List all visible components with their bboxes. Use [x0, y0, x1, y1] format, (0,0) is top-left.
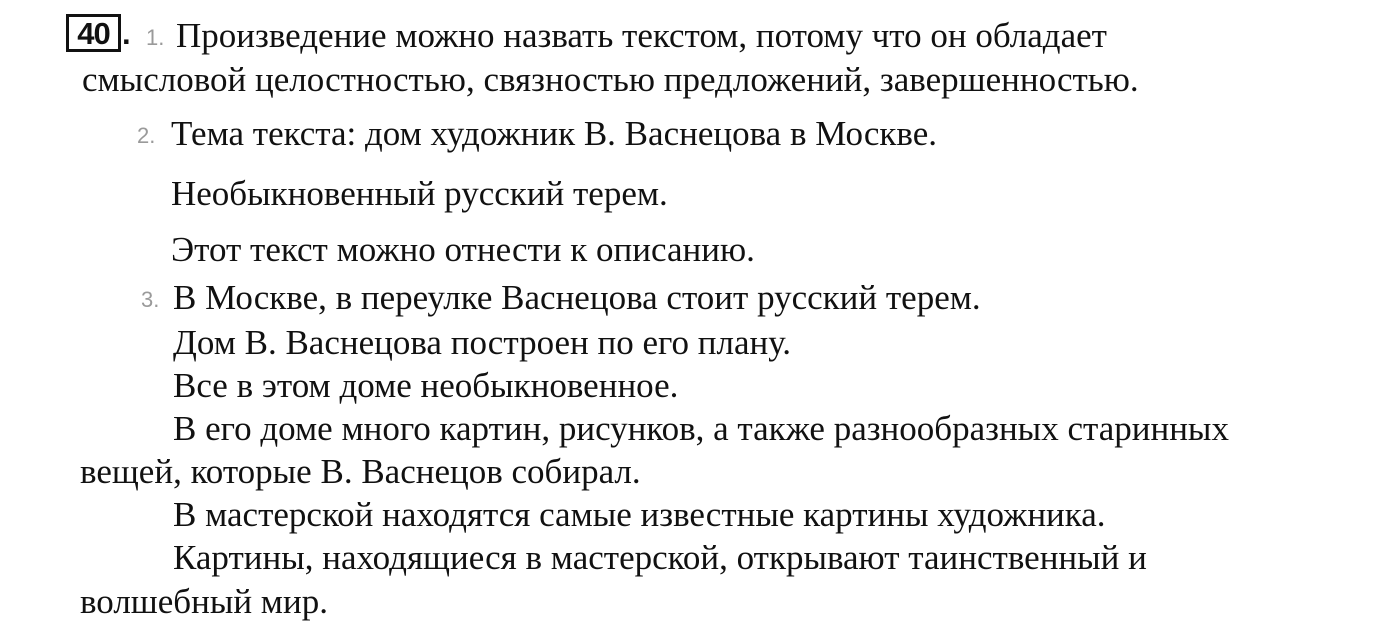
- item-3-marker: 3.: [141, 287, 160, 312]
- item-3-line-6: В мастерской находятся самые известные картины художника.: [173, 495, 1106, 534]
- item-3-line-7: Картины, находящиеся в мастерской, открывают таинственный и: [173, 538, 1147, 577]
- item-3-line-3: Все в этом доме необыкновенное.: [173, 366, 679, 405]
- item-3-line-2: Дом В. Васнецова построен по его плану.: [173, 323, 791, 362]
- item-1-line-2: смысловой целостностью, связностью предложений, завершенностью.: [82, 60, 1139, 99]
- item-2-marker: 2.: [137, 123, 156, 148]
- item-1-marker: 1.: [146, 25, 165, 50]
- item-3-line-4: В его доме много картин, рисунков, а также разнообразных старинных: [173, 409, 1229, 448]
- item-2-line-2: Необыкновенный русский терем.: [171, 174, 668, 213]
- exercise-number: 40: [66, 14, 121, 52]
- item-2-line-1: Тема текста: дом художник В. Васнецова в Москве.: [171, 114, 937, 153]
- item-3-line-8: волшебный мир.: [80, 582, 328, 621]
- item-3-line-5: вещей, которые В. Васнецов собирал.: [80, 452, 641, 491]
- exercise-number-dot: .: [122, 16, 131, 51]
- item-2-line-3: Этот текст можно отнести к описанию.: [171, 230, 755, 269]
- item-1-line-1: Произведение можно назвать текстом, потому что он обладает: [176, 16, 1107, 55]
- item-3-line-1: В Москве, в переулке Васнецова стоит русский терем.: [173, 278, 981, 317]
